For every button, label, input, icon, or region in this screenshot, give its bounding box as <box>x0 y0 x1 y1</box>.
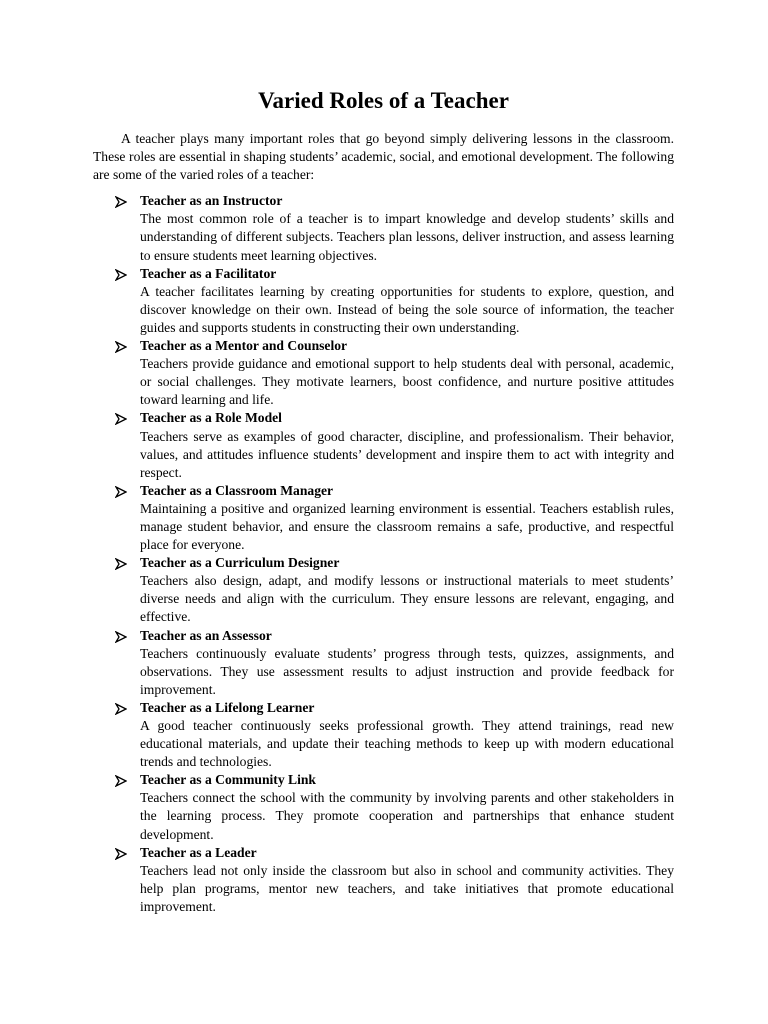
role-item <box>93 192 674 264</box>
role-title: Teacher as a Curriculum Designer <box>140 555 340 571</box>
document-page <box>93 86 674 916</box>
role-item <box>93 265 674 337</box>
arrow-bullet-icon <box>115 702 127 714</box>
role-title: Teacher as an Instructor <box>140 193 283 209</box>
role-title: Teacher as a Classroom Manager <box>140 482 334 498</box>
arrow-bullet-icon <box>115 195 127 207</box>
role-description: A teacher facilitates learning by creating opportunities for students to explore, question, and discover knowledge on their own. Instead of being the sole source of information, the teacher guides and supports students in constructing their own understanding. <box>140 283 674 335</box>
role-item <box>93 482 674 554</box>
role-description: Teachers continuously evaluate students’ progress through tests, quizzes, assignments, and observations. They use assessment results to adjust instruction and provide feedback for improvement. <box>140 645 674 697</box>
role-title: Teacher as a Facilitator <box>140 265 277 281</box>
role-description: Maintaining a positive and organized learning environment is essential. Teachers establish rules, manage student behavior, and ensure the classroom remains a safe, productive, and respectful place for everyone. <box>140 500 674 553</box>
arrow-bullet-icon <box>115 412 127 424</box>
role-description: Teachers lead not only inside the classroom but also in school and community activities. They help plan programs, mentor new teachers, and take initiatives that promote educational improvement. <box>140 862 674 914</box>
role-item <box>93 337 674 409</box>
arrow-bullet-icon <box>115 847 127 859</box>
arrow-bullet-icon <box>115 557 127 569</box>
document-title: Varied Roles of a Teacher <box>258 88 509 113</box>
role-description: Teachers also design, adapt, and modify lessons or instructional materials to meet students’ diverse needs and align with the curriculum. They ensure lessons are relevant, engaging, and effective. <box>140 573 674 625</box>
role-description: Teachers provide guidance and emotional support to help students deal with personal, academic, or social challenges. They motivate learners, boost confidence, and nurture positive attitudes toward learning and life. <box>140 356 674 408</box>
role-description: The most common role of a teacher is to impart knowledge and develop students’ skills and understanding of different subjects. Teachers plan lessons, deliver instruction, and assess learning to ensure students meet learning objectives. <box>140 211 674 263</box>
role-description: A good teacher continuously seeks professional growth. They attend trainings, read new educational materials, and update their teaching methods to keep up with modern educational trends and technologies. <box>140 718 674 770</box>
role-item <box>93 554 674 626</box>
arrow-bullet-icon <box>115 268 127 280</box>
role-description: Teachers connect the school with the community by involving parents and other stakeholders in the learning process. They promote cooperation and partnerships that enhance student development. <box>140 790 674 842</box>
roles-list <box>93 192 674 916</box>
arrow-bullet-icon <box>115 340 127 352</box>
role-title: Teacher as a Lifelong Learner <box>140 699 315 715</box>
role-title: Teacher as a Mentor and Counselor <box>140 338 348 354</box>
arrow-bullet-icon <box>115 774 127 786</box>
role-item <box>93 844 674 916</box>
role-item <box>93 699 674 771</box>
role-item <box>93 627 674 699</box>
role-title: Teacher as a Leader <box>140 844 257 860</box>
role-title: Teacher as a Community Link <box>140 772 316 788</box>
role-item <box>93 771 674 843</box>
intro-paragraph: A teacher plays many important roles that go beyond simply delivering lessons in the classroom. These roles are essential in shaping students’ academic, social, and emotional development. The following are some of the varied roles of a teacher: <box>93 131 674 183</box>
role-description: Teachers serve as examples of good character, discipline, and professionalism. Their behavior, values, and attitudes influence students’ development and inspire them to act with integrity and respect. <box>140 428 674 480</box>
role-title: Teacher as a Role Model <box>140 410 282 426</box>
role-title: Teacher as an Assessor <box>140 627 272 643</box>
role-item <box>93 409 674 481</box>
arrow-bullet-icon <box>115 485 127 497</box>
arrow-bullet-icon <box>115 630 127 642</box>
